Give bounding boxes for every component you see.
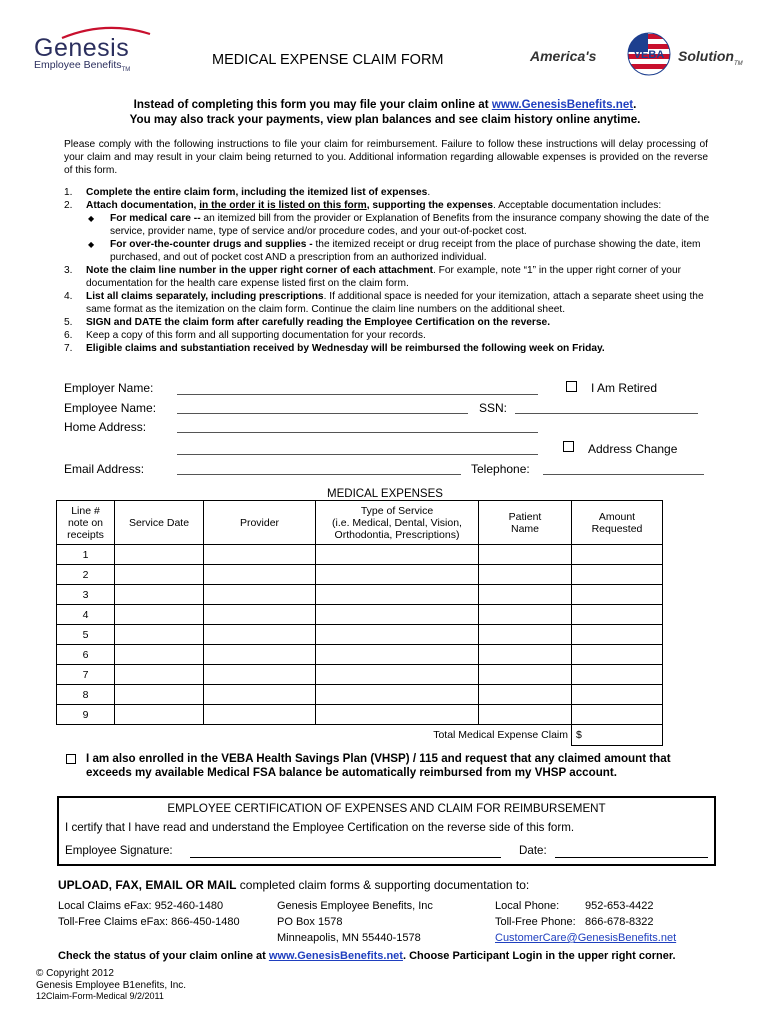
total-label: Total Medical Expense Claim bbox=[57, 725, 572, 746]
amount-cell[interactable] bbox=[572, 545, 663, 565]
row-number: 4 bbox=[57, 605, 115, 625]
provider-cell[interactable] bbox=[204, 625, 316, 645]
col-line-header: Line # note on receipts bbox=[57, 501, 115, 545]
employer-name-field[interactable] bbox=[177, 394, 538, 395]
service-date-cell[interactable] bbox=[115, 665, 204, 685]
amount-cell[interactable] bbox=[572, 625, 663, 645]
genesis-logo bbox=[34, 34, 154, 73]
service-date-cell[interactable] bbox=[115, 545, 204, 565]
genesis-website-link[interactable]: www.GenesisBenefits.net bbox=[491, 98, 634, 111]
instructions-intro: Please comply with the following instructions to file your claim for reimbursement. Failure to follow these instructions will delay processing of your claim and may result in your claim being returned to you. Additional information regarding allowable expenses is provided on the reverse of this form. bbox=[64, 139, 708, 176]
instruction-2-bullet-medical: ◆ For medical care -- an itemized bill from the provider or Explanation of Benefits from the insurance company showing the date of the service, provider name, type of service and/or procedure codes, and your out-of-pocket cost. bbox=[88, 213, 710, 237]
service-date-cell[interactable] bbox=[115, 565, 204, 585]
veba-logo-middle: VEBA bbox=[633, 49, 665, 61]
patient-cell[interactable] bbox=[479, 665, 572, 685]
certification-title: EMPLOYEE CERTIFICATION OF EXPENSES AND CLAIM FOR REIMBURSEMENT bbox=[167, 802, 606, 815]
tollfree-phone: Toll-Free Phone: 866-678-8322 bbox=[495, 916, 654, 928]
address-change-label: Address Change bbox=[588, 442, 678, 456]
col-provider-header: Provider bbox=[204, 501, 316, 545]
type-cell[interactable] bbox=[316, 605, 479, 625]
expenses-table bbox=[56, 500, 663, 746]
tollfree-fax: Toll-Free Claims eFax: 866-450-1480 bbox=[58, 916, 240, 928]
logo-tm: TM bbox=[121, 67, 131, 74]
amount-cell[interactable] bbox=[572, 565, 663, 585]
home-address-field-1[interactable] bbox=[177, 432, 538, 433]
email-address-label: Email Address: bbox=[64, 462, 145, 476]
row-number: 2 bbox=[57, 565, 115, 585]
expenses-title: MEDICAL EXPENSES bbox=[327, 488, 443, 500]
type-cell[interactable] bbox=[316, 545, 479, 565]
vhsp-line-2: exceeds my available Medical FSA balance be automatically reimbursed from my VHSP account. bbox=[86, 766, 617, 779]
form-title: MEDICAL EXPENSE CLAIM FORM bbox=[212, 52, 444, 68]
col-amount-header: Amount Requested bbox=[572, 501, 663, 545]
row-number: 5 bbox=[57, 625, 115, 645]
row-number: 8 bbox=[57, 685, 115, 705]
local-phone: Local Phone: 952-653-4422 bbox=[495, 900, 654, 912]
patient-cell[interactable] bbox=[479, 545, 572, 565]
provider-cell[interactable] bbox=[204, 705, 316, 725]
logo-name: Genesis bbox=[34, 34, 130, 62]
employee-name-label: Employee Name: bbox=[64, 401, 157, 415]
veba-logo bbox=[530, 32, 750, 76]
service-date-cell[interactable] bbox=[115, 605, 204, 625]
col-type-header: Type of Service (i.e. Medical, Dental, Vision, Orthodontia, Prescriptions) bbox=[316, 501, 479, 545]
date-label: Date: bbox=[519, 844, 547, 857]
amount-cell[interactable] bbox=[572, 605, 663, 625]
instruction-1: 1. Complete the entire claim form, including the itemized list of expenses. bbox=[64, 187, 431, 198]
instruction-2: 2. Attach documentation, in the order it is listed on this form, supporting the expenses. Acceptable documentation includes: bbox=[64, 200, 662, 211]
table-row bbox=[57, 705, 663, 725]
intro-line-2: You may also track your payments, view plan balances and see claim history online anytime. bbox=[129, 113, 641, 126]
diamond-bullet-icon: ◆ bbox=[88, 214, 95, 223]
table-row bbox=[57, 685, 663, 705]
certification-box bbox=[57, 796, 716, 866]
instruction-5: 5. SIGN and DATE the claim form after carefully reading the Employee Certification on the reverse. bbox=[64, 317, 551, 328]
provider-cell[interactable] bbox=[204, 665, 316, 685]
certification-text: I certify that I have read and understand the Employee Certification on the reverse side of this form. bbox=[65, 821, 575, 834]
local-fax: Local Claims eFax: 952-460-1480 bbox=[58, 900, 224, 912]
company-name: Genesis Employee B1enefits, Inc. bbox=[36, 979, 187, 991]
amount-cell[interactable] bbox=[572, 665, 663, 685]
status-website-link[interactable]: www.GenesisBenefits.net bbox=[268, 950, 403, 962]
patient-cell[interactable] bbox=[479, 625, 572, 645]
email-address-field[interactable] bbox=[177, 474, 461, 475]
ssn-field[interactable] bbox=[515, 413, 698, 414]
table-row bbox=[57, 665, 663, 685]
type-cell[interactable] bbox=[316, 645, 479, 665]
address-company: Genesis Employee Benefits, Inc bbox=[277, 900, 433, 912]
vhsp-line-1: I am also enrolled in the VEBA Health Savings Plan (VHSP) / 115 and request that any claimed amount that bbox=[86, 752, 671, 765]
instruction-3: 3. Note the claim line number in the upper right corner of each attachment. For example, note “1” in the upper right corner of your documentation for the health care expense listed first on the claim form. bbox=[64, 265, 682, 289]
provider-cell[interactable] bbox=[204, 585, 316, 605]
patient-cell[interactable] bbox=[479, 565, 572, 585]
col-service-date-header: Service Date bbox=[115, 501, 204, 545]
address-city: Minneapolis, MN 55440-1578 bbox=[277, 932, 421, 944]
table-header-row bbox=[57, 501, 663, 545]
form-id: 12Claim-Form-Medical 9/2/2011 bbox=[36, 991, 164, 1001]
patient-cell[interactable] bbox=[479, 685, 572, 705]
employer-name-label: Employer Name: bbox=[64, 381, 154, 395]
telephone-label: Telephone: bbox=[471, 462, 530, 476]
phone-contacts bbox=[495, 898, 676, 946]
service-date-cell[interactable] bbox=[115, 685, 204, 705]
flag-globe-icon bbox=[624, 32, 674, 76]
vhsp-checkbox[interactable] bbox=[66, 754, 76, 764]
instruction-2-bullet-otc: ◆ For over-the-counter drugs and supplies - the itemized receipt or drug receipt from the place of purchase showing the date, item purchased, and out of pocket cost AND a prescription from an authorized individual. bbox=[88, 239, 701, 263]
col-patient-header: Patient Name bbox=[479, 501, 572, 545]
service-date-cell[interactable] bbox=[115, 585, 204, 605]
type-cell[interactable] bbox=[316, 665, 479, 685]
table-row bbox=[57, 565, 663, 585]
instruction-7: 7. Eligible claims and substantiation received by Wednesday will be reimbursed the following week on Friday. bbox=[64, 343, 605, 354]
type-cell[interactable] bbox=[316, 565, 479, 585]
provider-cell[interactable] bbox=[204, 645, 316, 665]
address-change-checkbox[interactable] bbox=[563, 441, 574, 452]
amount-cell[interactable] bbox=[572, 705, 663, 725]
footer bbox=[36, 968, 186, 1003]
table-row bbox=[57, 625, 663, 645]
provider-cell[interactable] bbox=[204, 685, 316, 705]
provider-cell[interactable] bbox=[204, 545, 316, 565]
home-address-field-2[interactable] bbox=[177, 454, 538, 455]
swoosh-icon bbox=[60, 26, 152, 40]
service-date-cell[interactable] bbox=[115, 705, 204, 725]
instructions-list bbox=[64, 186, 710, 355]
patient-cell[interactable] bbox=[479, 605, 572, 625]
logo-subtitle: Employee Benefits$_{TM}$ bbox=[34, 59, 131, 74]
table-row bbox=[57, 585, 663, 605]
service-date-cell[interactable] bbox=[115, 625, 204, 645]
fax-contacts bbox=[58, 898, 240, 930]
veba-tm: TM bbox=[734, 60, 743, 67]
amount-cell[interactable] bbox=[572, 645, 663, 665]
retired-checkbox[interactable] bbox=[566, 381, 577, 392]
veba-logo-left: America's bbox=[530, 48, 597, 64]
employee-name-field[interactable] bbox=[177, 413, 468, 414]
total-row bbox=[57, 725, 663, 746]
veba-logo-right: Solution$_{TM}$ bbox=[678, 48, 743, 67]
type-cell[interactable] bbox=[316, 685, 479, 705]
patient-cell[interactable] bbox=[479, 645, 572, 665]
total-amount-cell[interactable]: $ bbox=[572, 725, 663, 746]
row-number: 7 bbox=[57, 665, 115, 685]
telephone-field[interactable] bbox=[543, 474, 704, 475]
type-cell[interactable] bbox=[316, 705, 479, 725]
type-cell[interactable] bbox=[316, 625, 479, 645]
signature-field[interactable] bbox=[190, 857, 501, 858]
diamond-bullet-icon: ◆ bbox=[88, 240, 95, 249]
signature-label: Employee Signature: bbox=[65, 844, 173, 857]
row-number: 3 bbox=[57, 585, 115, 605]
home-address-label: Home Address: bbox=[64, 420, 147, 434]
address-po-box: PO Box 1578 bbox=[277, 916, 343, 928]
customer-care-email-link[interactable]: CustomerCare@GenesisBenefits.net bbox=[495, 932, 677, 944]
upload-instructions: UPLOAD, FAX, EMAIL OR MAIL completed claim forms & supporting documentation to: bbox=[58, 878, 530, 892]
copyright: © Copyright 2012 bbox=[36, 968, 114, 979]
table-row bbox=[57, 605, 663, 625]
patient-cell[interactable] bbox=[479, 705, 572, 725]
retired-label: I Am Retired bbox=[591, 381, 658, 395]
amount-cell[interactable] bbox=[572, 685, 663, 705]
row-number: 9 bbox=[57, 705, 115, 725]
amount-cell[interactable] bbox=[572, 585, 663, 605]
row-number: 6 bbox=[57, 645, 115, 665]
intro-line-1: Instead of completing this form you may file your claim online at www.GenesisBenefits.net. bbox=[133, 98, 637, 111]
instruction-6: 6. Keep a copy of this form and all supporting documentation for your records. bbox=[64, 330, 426, 341]
provider-cell[interactable] bbox=[204, 605, 316, 625]
claim-status-line: Check the status of your claim online at www.GenesisBenefits.net. Choose Participant Login in the upper right corner. bbox=[58, 950, 676, 962]
instruction-4: 4. List all claims separately, including prescriptions. If additional space is needed for your itemization, attach a separate sheet using the same format as the itemization on the claim form. Continue the claim line numbers on the additional sheet. bbox=[64, 291, 704, 315]
provider-cell[interactable] bbox=[204, 565, 316, 585]
ssn-label: SSN: bbox=[479, 401, 508, 415]
type-cell[interactable] bbox=[316, 585, 479, 605]
table-row bbox=[57, 545, 663, 565]
date-field[interactable] bbox=[555, 857, 708, 858]
table-row bbox=[57, 645, 663, 665]
service-date-cell[interactable] bbox=[115, 645, 204, 665]
patient-cell[interactable] bbox=[479, 585, 572, 605]
mailing-address bbox=[277, 898, 433, 946]
row-number: 1 bbox=[57, 545, 115, 565]
